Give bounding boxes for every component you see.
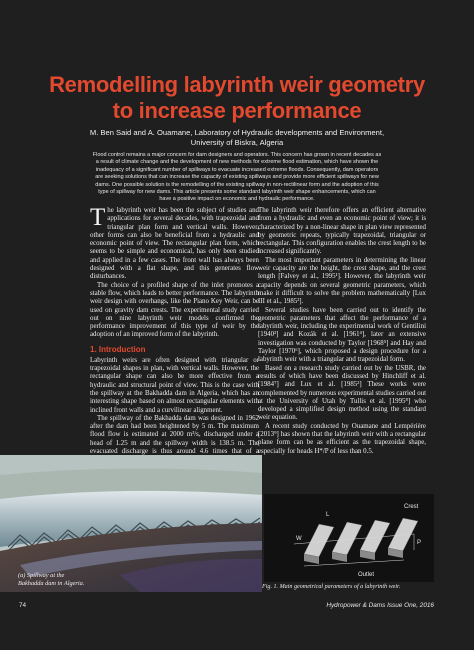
right-paragraph-2: The most important parameters in determining the linear weir capacity are the height, the crest shape, and the crest length [Falvey et al., 1995¹]. However, the labyrinth weir capacity depends on several geometric parameters, which make it difficult to solve the problem mathematically [Lux III et al., 1985²]. [258, 256, 426, 306]
page-number: 74 [19, 602, 27, 609]
left-column [90, 204, 259, 481]
photo-caption: (a) Spillway at the Bakhadda dam in Algeria. [18, 572, 85, 587]
right-paragraph-1: The labyrinth weir therefore offers an efficient alternative from a hydraulic and even an economic point of view; it is characterized by a non-linear shape in plan view represented by geometric repeats, typically trapezoidal, triangular or rectangular. This configuration enables the crest length to be increased significantly. [258, 207, 426, 256]
intro-paragraph-1: The labyrinth weir has been the subject of studies and applications for several decades, with trapezoidal and triangular plan form and vertical walls. However, other forms can also be beneficial from a hydraulic and economic point of view. The rectangular plan form, which seems to be simple and economical, has only been studied and applied in a few cases. The front wall has always been designed with a flat shape, and this generates flow disturbances. [90, 204, 259, 281]
right-paragraph-4: Based on a research study carried out by the USBR, the results of which have been discussed by Hinchliff et al. [1984⁷] and Lux et al. [1985²] These works were complemented by numerous experimental studies carried out at the University of Utah by Tullis et al. [1995⁸] who developed a simplified design method using the standard weir equation. [258, 364, 427, 422]
figure-label-crest: Crest [404, 504, 419, 510]
journal-footer: Hydropower & Dams Issue One, 2016 [326, 602, 434, 609]
section-heading-introduction: 1. Introduction [90, 344, 146, 354]
figure-1 [264, 494, 434, 582]
labyrinth-weir-diagram [264, 494, 434, 582]
figure-label-l: L [326, 512, 330, 518]
author-affiliation [60, 128, 414, 148]
article-title: Remodelling labyrinth weir geometry to increase performance [49, 72, 425, 123]
drop-cap: T [90, 204, 106, 231]
right-column [258, 207, 426, 456]
introduction-paragraph-1: Labyrinth weirs are often designed with triangular or trapezoidal shapes in plan, with vertical walls. However, the rectangular shape can also be more effective from a hydraulic and structural point of view. This is the case with the spillway at the Bakhadda dam in Algeria, which has an interesting shape based on almost rectangular elements with inclined front walls and a curvilinear alignment. [90, 356, 259, 414]
figure-label-w: W [296, 536, 302, 542]
authors-line-2: University of Biskra, Algeria [190, 138, 284, 147]
right-paragraph-5: A recent study conducted by Ouamane and Lempérière [2013⁹] has shown that the labyrinth weir with a rectangular plane form can be as efficient as the trapezoidal shape, especially for heads H*/P of less than 0.5. [258, 422, 426, 455]
authors-line-1: M. Ben Said and A. Ouamane, Laboratory of Hydraulic developments and Environment, [89, 128, 385, 137]
introduction-paragraph-2: The spillway of the Bakhadda dam was designed in 1962 after the dam had been heightened by 5 m. The maximum flood flow is estimated at 2000 m³/s, discharged under a head of 1.25 m and the spillway width is 138.5 m. The evacuated discharge is thus around 4.6 times that of a [90, 414, 259, 456]
right-paragraph-3: Several studies have been carried out to identify the geometric parameters that affect the performance of a labyrinth weir, including the experimental work of Gentilini [1940³] and Kozák et al. [1961⁴], later an extensive investigation was conducted by Taylor [1968⁵] and Hay and Taylor [1970⁶], which proposed a design procedure for a labyrinth weir with a triangular and trapezoidal form. [258, 306, 426, 364]
abstract: Flood control remains a major concern for dam designers and operators. This concern has grown in recent decades as a result of climate change and the development of new methods for extreme flood estimation, which have shown the inadequacy of a significant number of spillways to evacuate increased extreme floods. Consequently, dam operators are seeking solutions that can increase the capacity of existing spillways and provide more efficient spillways for new dams. One possible solution is the remodelling of the existing spillway in non-rectilinear form and the adoption of this type of spillway for new dams. This article presents some standard labyrinth weir shape enhancements, which can have a positive impact on economic and hydraulic performance. [92, 152, 382, 203]
intro-paragraph-2: The choice of a profiled shape of the inlet promotes a stable flow, which leads to better performance. The labyrinth weir design with overhangs, like the Piano Key Weir, can be used on gravity dam crests. The experimental study carried out on nine labyrinth weir models confirmed the performance improvement of this type of weir by the adoption of an improved form of the labyrinth. [90, 281, 259, 339]
figure-label-p: P [417, 540, 422, 546]
figure-caption: Fig. 1. Main geometrical parameters of a labyrinth weir. [262, 584, 401, 590]
figure-label-outlet: Outlet [358, 572, 375, 578]
